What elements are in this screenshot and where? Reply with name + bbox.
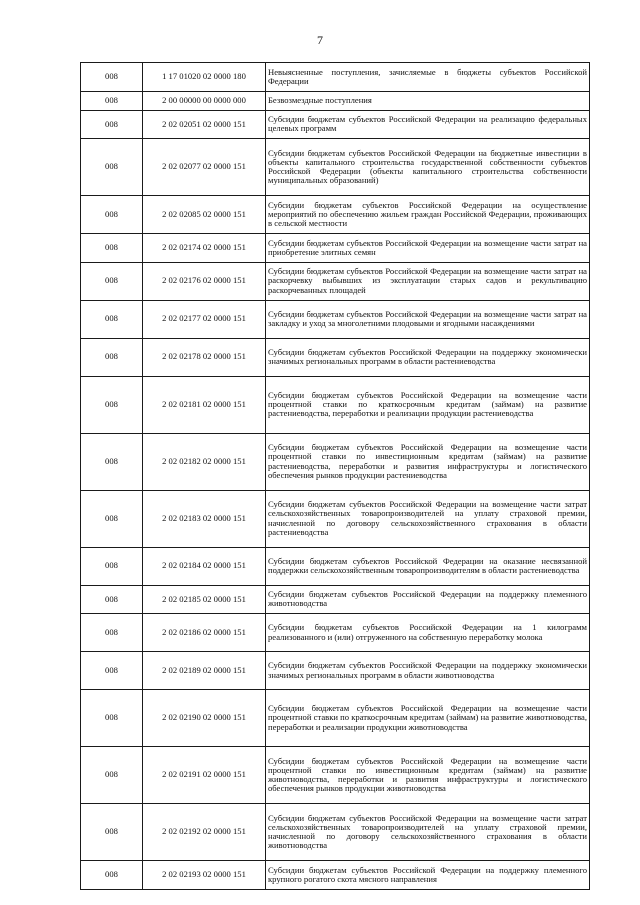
admin-code-cell: 008 <box>81 652 143 690</box>
admin-code-cell: 008 <box>81 547 143 585</box>
admin-code-cell: 008 <box>81 614 143 652</box>
admin-code-cell: 008 <box>81 196 143 234</box>
admin-code-cell: 008 <box>81 63 143 92</box>
table-row <box>81 63 590 92</box>
table-row <box>81 804 590 861</box>
admin-code-cell: 008 <box>81 262 143 300</box>
kbk-code-cell: 2 02 02181 02 0000 151 <box>143 376 266 433</box>
kbk-code-cell: 2 02 02176 02 0000 151 <box>143 262 266 300</box>
kbk-code-cell: 2 02 02192 02 0000 151 <box>143 804 266 861</box>
income-name-cell: Субсидии бюджетам субъектов Российской Федерации на поддержку экономически значимых региональных программ в области животноводства <box>266 652 590 690</box>
kbk-code-cell: 2 02 02051 02 0000 151 <box>143 110 266 139</box>
kbk-code-cell: 2 02 02077 02 0000 151 <box>143 139 266 196</box>
income-name-cell: Субсидии бюджетам субъектов Российской Федерации на возмещение части затрат сельскохозяйственных товаропроизводителей на уплату страховой премии, начисленной по договору сельскохозяйственного страхования в области растениеводства <box>266 490 590 547</box>
table-row <box>81 262 590 300</box>
table-row <box>81 490 590 547</box>
admin-code-cell: 008 <box>81 91 143 110</box>
table-row <box>81 585 590 614</box>
kbk-code-cell: 2 02 02193 02 0000 151 <box>143 861 266 890</box>
table-row <box>81 139 590 196</box>
income-name-cell: Субсидии бюджетам субъектов Российской Федерации на поддержку экономически значимых региональных программ в области растениеводства <box>266 338 590 376</box>
admin-code-cell: 008 <box>81 110 143 139</box>
kbk-code-cell: 1 17 01020 02 0000 180 <box>143 63 266 92</box>
income-name-cell: Субсидии бюджетам субъектов Российской Федерации на возмещение части затрат сельскохозяйственных товаропроизводителей на уплату страховой премии, начисленной по договору сельскохозяйственного страхования в области животноводства <box>266 804 590 861</box>
admin-code-cell: 008 <box>81 747 143 804</box>
income-name-cell: Субсидии бюджетам субъектов Российской Федерации на возмещение части затрат на закладку и уход за многолетними плодовыми и ягодными насаждениями <box>266 300 590 338</box>
admin-code-cell: 008 <box>81 585 143 614</box>
table-row <box>81 690 590 747</box>
kbk-code-cell: 2 02 02177 02 0000 151 <box>143 300 266 338</box>
kbk-code-cell: 2 02 02085 02 0000 151 <box>143 196 266 234</box>
kbk-code-cell: 2 02 02178 02 0000 151 <box>143 338 266 376</box>
table-row <box>81 614 590 652</box>
income-codes-table <box>80 62 590 890</box>
admin-code-cell: 008 <box>81 861 143 890</box>
income-name-cell: Субсидии бюджетам субъектов Российской Федерации на поддержку племенного крупного рогатого скота мясного направления <box>266 861 590 890</box>
admin-code-cell: 008 <box>81 490 143 547</box>
table-row <box>81 433 590 490</box>
table-row <box>81 747 590 804</box>
kbk-code-cell: 2 02 02186 02 0000 151 <box>143 614 266 652</box>
admin-code-cell: 008 <box>81 433 143 490</box>
income-name-cell: Субсидии бюджетам субъектов Российской Федерации на возмещение части процентной ставки по инвестиционным кредитам (займам) на развитие растениеводства, переработки и развития инфраструктуры и логистического обеспечения рынков продукции растениеводства <box>266 433 590 490</box>
income-name-cell: Субсидии бюджетам субъектов Российской Федерации на реализацию федеральных целевых программ <box>266 110 590 139</box>
table-row <box>81 376 590 433</box>
income-name-cell: Субсидии бюджетам субъектов Российской Федерации на бюджетные инвестиции в объекты капитального строительства государственной собственности субъектов Российской Федерации (объекты капитального строительства собственности муниципальных образований) <box>266 139 590 196</box>
kbk-code-cell: 2 02 02191 02 0000 151 <box>143 747 266 804</box>
income-name-cell: Субсидии бюджетам субъектов Российской Федерации на осуществление мероприятий по обеспечению жильем граждан Российской Федерации, проживающих в сельской местности <box>266 196 590 234</box>
admin-code-cell: 008 <box>81 300 143 338</box>
table-row <box>81 652 590 690</box>
admin-code-cell: 008 <box>81 690 143 747</box>
income-name-cell: Субсидии бюджетам субъектов Российской Федерации на возмещение части процентной ставки по краткосрочным кредитам (займам) на развитие растениеводства, переработки и реализации продукции растениеводства <box>266 376 590 433</box>
kbk-code-cell: 2 02 02185 02 0000 151 <box>143 585 266 614</box>
table-body <box>81 63 590 890</box>
income-name-cell: Субсидии бюджетам субъектов Российской Федерации на возмещение части процентной ставки по инвестиционным кредитам (займам) на развитие животноводства, переработки и развития инфраструктуры и логистического обеспечения рынков продукции животноводства <box>266 747 590 804</box>
income-name-cell: Субсидии бюджетам субъектов Российской Федерации на поддержку племенного животноводства <box>266 585 590 614</box>
admin-code-cell: 008 <box>81 338 143 376</box>
admin-code-cell: 008 <box>81 804 143 861</box>
income-name-cell: Субсидии бюджетам субъектов Российской Федерации на 1 килограмм реализованного и (или) отгруженного на собственную переработку молока <box>266 614 590 652</box>
income-name-cell: Субсидии бюджетам субъектов Российской Федерации на возмещение части затрат на раскорчевку выбывших из эксплуатации старых садов и рекультивацию раскорчеванных площадей <box>266 262 590 300</box>
kbk-code-cell: 2 00 00000 00 0000 000 <box>143 91 266 110</box>
income-name-cell: Субсидии бюджетам субъектов Российской Федерации на возмещение части процентной ставки по краткосрочным кредитам (займам) на развитие животноводства, переработки и реализации продукции животноводства <box>266 690 590 747</box>
table-row <box>81 300 590 338</box>
kbk-code-cell: 2 02 02183 02 0000 151 <box>143 490 266 547</box>
kbk-code-cell: 2 02 02190 02 0000 151 <box>143 690 266 747</box>
income-name-cell: Субсидии бюджетам субъектов Российской Федерации на возмещение части затрат на приобретение элитных семян <box>266 234 590 263</box>
table-row <box>81 196 590 234</box>
admin-code-cell: 008 <box>81 234 143 263</box>
kbk-code-cell: 2 02 02182 02 0000 151 <box>143 433 266 490</box>
kbk-code-cell: 2 02 02189 02 0000 151 <box>143 652 266 690</box>
table-row <box>81 338 590 376</box>
table-row <box>81 110 590 139</box>
table-row <box>81 234 590 263</box>
table-row <box>81 861 590 890</box>
admin-code-cell: 008 <box>81 376 143 433</box>
income-name-cell: Субсидии бюджетам субъектов Российской Федерации на оказание несвязанной поддержки сельскохозяйственным товаропроизводителям в области растениеводства <box>266 547 590 585</box>
table-row <box>81 547 590 585</box>
admin-code-cell: 008 <box>81 139 143 196</box>
kbk-code-cell: 2 02 02174 02 0000 151 <box>143 234 266 263</box>
kbk-code-cell: 2 02 02184 02 0000 151 <box>143 547 266 585</box>
table-row <box>81 91 590 110</box>
income-name-cell: Безвозмездные поступления <box>266 91 590 110</box>
page-number: 7 <box>317 33 323 47</box>
income-name-cell: Невыясненные поступления, зачисляемые в бюджеты субъектов Российской Федерации <box>266 63 590 92</box>
